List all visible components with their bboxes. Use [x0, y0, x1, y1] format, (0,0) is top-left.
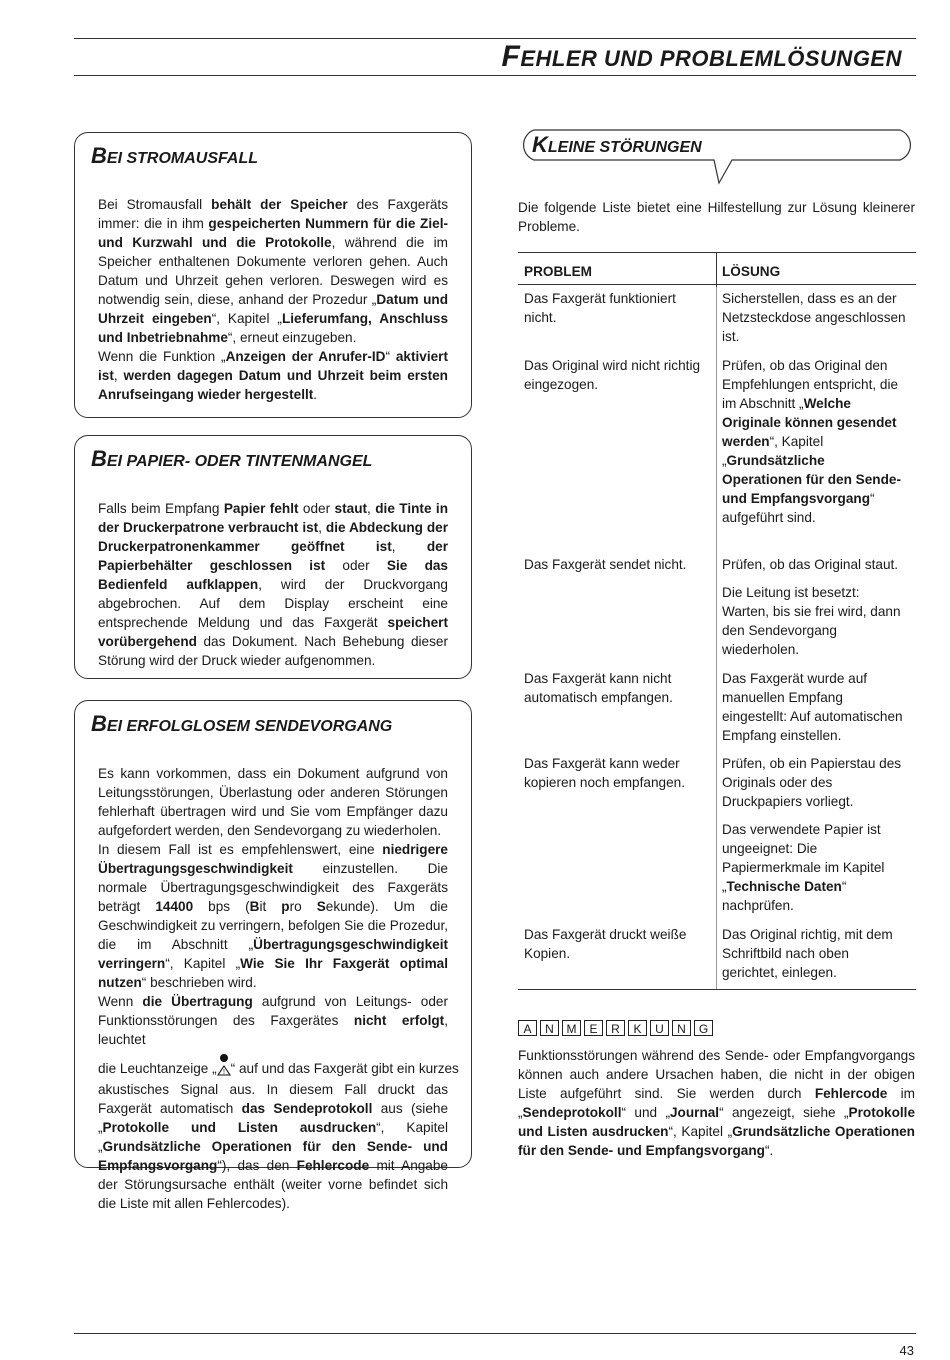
bold-text: der Papierbehälter geschlossen ist: [98, 539, 448, 573]
title-underline: [74, 75, 916, 76]
table-row-5-solution: [722, 669, 907, 745]
failed-transmission-box: [74, 700, 472, 1211]
text-run: oder: [325, 558, 387, 573]
column-header-problem: PROBLEM: [524, 264, 592, 279]
text-run: Das Original richtig, mit dem Schriftbild nach oben gerichtet, einlegen.: [722, 927, 893, 980]
bold-text: Sie das Bedienfeld aufklappen: [98, 558, 448, 592]
bold-text: speichert vorübergehend: [98, 615, 448, 649]
table-row-7-solution: [722, 820, 907, 915]
table-row-6-solution: [722, 754, 907, 811]
table-column-divider: [716, 252, 717, 287]
table-row-1-solution: [722, 289, 907, 346]
note-letter: E: [584, 1020, 603, 1036]
bold-text: Wie Sie Ihr Faxgerät optimal nutzen: [98, 956, 448, 990]
note-letter: K: [628, 1020, 647, 1036]
bold-text: B: [249, 899, 260, 914]
text-run: Prüfen, ob das Original den Empfehlungen entspricht, die im Abschnitt „: [722, 358, 899, 411]
text-run: Bei Stromausfall: [98, 197, 212, 212]
text-run: des Faxgeräts immer: die in ihm: [98, 197, 448, 231]
page-title: FEHLER UND PROBLEMLÖSUNGEN: [501, 40, 902, 73]
bold-text: 14400: [155, 899, 194, 914]
bold-text: Grundsätzliche Operationen für den Sende- und Empfangsvorgang: [518, 1124, 915, 1158]
bold-text: die Übertragung: [142, 994, 253, 1009]
text-run: “: [385, 349, 396, 364]
text-run: “, Kapitel „: [668, 1124, 733, 1139]
table-row-8-problem: Das Faxgerät druckt weiße Kopien.: [524, 927, 687, 961]
text-run: Sicherstellen, dass es an der Netzsteckdose angeschlossen ist.: [722, 291, 906, 344]
note-letter: G: [694, 1020, 713, 1036]
bold-text: staut: [334, 501, 368, 516]
bold-text: Lieferumfang, Anschluss und Inbetriebnahme: [98, 311, 449, 345]
bold-text: das Sendeprotokoll: [241, 1101, 373, 1116]
bold-text: Technische Daten: [726, 879, 842, 894]
bold-text: nicht erfolgt: [353, 1013, 445, 1028]
text-run: “ beschrieben wird.: [141, 975, 257, 990]
power-failure-paragraph-2: [98, 347, 448, 404]
text-run: ,: [391, 539, 427, 554]
note-label: [518, 1020, 713, 1036]
text-run: ro: [289, 899, 317, 914]
bold-text: niedrigere Übertragungsgeschwindigkeit: [98, 842, 448, 876]
table-row-8-solution: [722, 925, 907, 982]
table-row-3-solution: [722, 555, 907, 574]
table-header-rule: [518, 284, 916, 285]
table-row-2-problem: Das Original wird nicht richtig eingezogen.: [524, 358, 701, 392]
note-letter: R: [606, 1020, 625, 1036]
bold-text: p: [281, 899, 290, 914]
text-run: Das verwendete Papier ist ungeeignet: Die Papiermerkmale im Kapitel „: [722, 822, 885, 894]
bold-text: behält der Speicher: [211, 197, 348, 212]
text-run: das Dokument. Nach Behebung dieser Störung wird der Druck wieder aufgenommen.: [98, 634, 448, 668]
bold-text: Protokolle und Listen ausdrucken: [102, 1120, 377, 1135]
text-run: “, Kapitel „: [98, 1120, 448, 1154]
bold-text: Protokolle und Listen ausdrucken: [518, 1105, 915, 1139]
text-run: Es kann vorkommen, dass ein Dokument aufgrund von Leitungsstörungen, Überlastung oder anderen Störungen fehlerhaft übertragen wird und Sie vom Empfänger dazu aufgefordert werden, den Sendevorgang zu wiederholen.: [98, 766, 448, 838]
text-run: Wenn die Funktion „: [98, 349, 226, 364]
bold-text: aktiviert ist: [98, 349, 448, 383]
text-run: einzustellen. Die normale Übertragungsgeschwindigkeit des Faxgeräts beträgt: [98, 861, 448, 914]
text-run: “, Kapitel „: [165, 956, 241, 971]
minor-faults-heading: KLEINE STÖRUNGEN: [532, 132, 702, 157]
failed-transmission-heading: BEI ERFOLGLOSEM SENDEVORGANG: [91, 711, 393, 736]
text-run: “), das den: [217, 1158, 297, 1173]
text-run: ,: [113, 368, 124, 383]
table-row-2-solution: [722, 356, 907, 527]
text-run: “ angezeigt, siehe „: [719, 1105, 849, 1120]
footer-rule: [74, 1333, 916, 1334]
paper-ink-box: [74, 435, 472, 679]
text-run: mit Angabe der Störungsursache enthält (weiter vorne befindet sich die Liste mit allen Fehlercodes).: [98, 1158, 448, 1211]
column-header-solution: LÖSUNG: [722, 264, 781, 279]
text-run: “, erneut einzugeben.: [227, 330, 357, 345]
bold-text: die Abdeckung der Druckerpatronenkammer geöffnet ist: [98, 520, 449, 554]
text-run: Funktionsstörungen während des Sende- oder Empfangvorgangs können auch andere Ursachen haben, die nicht in der obigen Liste aufgeführt sind. Sie werden durch: [518, 1048, 915, 1101]
power-failure-heading: BEI STROMAUSFALL: [91, 143, 258, 168]
bold-text: Datum und Uhrzeit eingeben: [98, 292, 448, 326]
bold-text: Fehlercode: [814, 1086, 888, 1101]
text-run: aufgrund von Leitungs- oder Funktionsstörungen des Faxgerätes: [98, 994, 448, 1028]
bold-text: Anzeigen der Anrufer-ID: [225, 349, 386, 364]
text-run: ekunde). Um die Geschwindigkeit zu verringern, befolgen Sie die Prozedur, die im Abschnitt „: [98, 899, 448, 952]
table-row-5-problem: Das Faxgerät kann nicht automatisch empfangen.: [524, 671, 673, 705]
note-letter: U: [650, 1020, 669, 1036]
table-row-6-problem: Das Faxgerät kann weder kopieren noch empfangen.: [524, 756, 685, 790]
bold-text: gespeicherten Nummern für die Ziel- und Kurzwahl und die Protokolle: [98, 216, 449, 250]
text-run: , während die im Speicher enthaltenen Dokumente verloren gehen. Auch Datum und Uhrzeit gehen verloren. Deswegen wird es notwendig sein, diese, anhand der Prozedur „: [98, 235, 448, 307]
text-run: “ nachprüfen.: [722, 879, 847, 913]
error-indicator-icon: [217, 1053, 231, 1077]
failed-transmission-paragraph-3: [98, 992, 448, 1049]
minor-faults-intro: Die folgende Liste bietet eine Hilfestellung zur Lösung kleinerer Probleme.: [518, 200, 915, 234]
text-run: .: [313, 387, 318, 402]
failed-transmission-paragraph-2: [98, 840, 448, 992]
svg-text:!: !: [222, 1069, 225, 1076]
text-run: “, Kapitel „: [211, 311, 282, 326]
text-run: Die Leitung ist besetzt: Warten, bis sie frei wird, dann den Sendevorgang wiederholen.: [722, 585, 901, 657]
text-run: akustisches Signal aus. In diesem Fall druckt das Faxgerät automatisch: [98, 1082, 448, 1116]
bold-text: S: [316, 899, 326, 914]
text-run: oder: [298, 501, 335, 516]
power-failure-box: [74, 132, 472, 418]
text-run: , wird der Druckvorgang abgebrochen. Auf dem Display erscheint eine entsprechende Meldung und das Faxgerät: [98, 577, 448, 630]
note-text: [518, 1046, 915, 1160]
text-run: “.: [764, 1143, 774, 1158]
text-run: aus (siehe „: [98, 1101, 448, 1135]
top-rule: [74, 38, 916, 39]
bold-text: Sendeprotokoll: [522, 1105, 622, 1120]
bold-text: Journal: [669, 1105, 720, 1120]
bold-text: Grundsätzliche Operationen für den Sende- und Empfangsvorgang: [98, 1139, 448, 1173]
text-run: ,: [318, 520, 326, 535]
note-letter: N: [540, 1020, 559, 1036]
table-row-4-solution: [722, 583, 907, 659]
table-row-1-problem: Das Faxgerät funktioniert nicht.: [524, 291, 676, 325]
text-run: “, Kapitel „: [722, 434, 824, 468]
table-bottom-rule: [518, 989, 916, 990]
text-run: In diesem Fall ist es empfehlenswert, eine: [98, 842, 383, 857]
text-run: Das Faxgerät wurde auf manuellen Empfang eingestellt: Auf automatischen Empfang einstellen.: [722, 671, 903, 743]
bold-text: die Tinte in der Druckerpatrone verbraucht ist: [98, 501, 449, 535]
text-run: Wenn: [98, 994, 143, 1009]
bold-text: Grundsätzliche Operationen für den Sende- und Empfangsvorgang: [722, 453, 902, 506]
text-run: ,: [367, 501, 376, 516]
text-run: , leuchtet: [98, 1013, 448, 1047]
paper-ink-heading: BEI PAPIER- ODER TINTENMANGEL: [91, 446, 373, 471]
note-letter: A: [518, 1020, 537, 1036]
text-run: Falls beim Empfang: [98, 501, 224, 516]
text-run: “ aufgeführt sind.: [722, 491, 875, 525]
paper-ink-paragraph: [98, 499, 448, 670]
text-run: Prüfen, ob das Original staut.: [722, 557, 899, 572]
table-row-3-problem: Das Faxgerät sendet nicht.: [524, 557, 687, 572]
indicator-line: die Leuchtanzeige „ ! “ auf und das Faxgerät gibt ein kurzes: [98, 1053, 448, 1078]
failed-transmission-paragraph-1: [98, 764, 448, 840]
text-run: “ und „: [621, 1105, 670, 1120]
bold-text: Übertragungsgeschwindigkeit verringern: [98, 937, 448, 971]
note-letter: N: [672, 1020, 691, 1036]
text-run: Prüfen, ob ein Papierstau des Originals oder des Druckpapiers vorliegt.: [722, 756, 902, 809]
power-failure-paragraph-1: [98, 195, 448, 347]
text-run: it: [259, 899, 282, 914]
bold-text: Papier fehlt: [223, 501, 299, 516]
page-number: 43: [899, 1343, 914, 1358]
text-run: bps (: [193, 899, 250, 914]
bold-text: Fehlercode: [296, 1158, 370, 1173]
text-run: im „: [518, 1086, 916, 1120]
table-top-rule: [518, 252, 916, 253]
table-column-divider: [716, 287, 717, 989]
bold-text: Welche Originale können gesendet werden: [722, 396, 897, 449]
failed-transmission-paragraph-4: [98, 1080, 448, 1213]
note-letter: M: [562, 1020, 581, 1036]
bold-text: werden dagegen Datum und Uhrzeit beim ersten Anrufseingang wieder hergestellt: [98, 368, 448, 402]
